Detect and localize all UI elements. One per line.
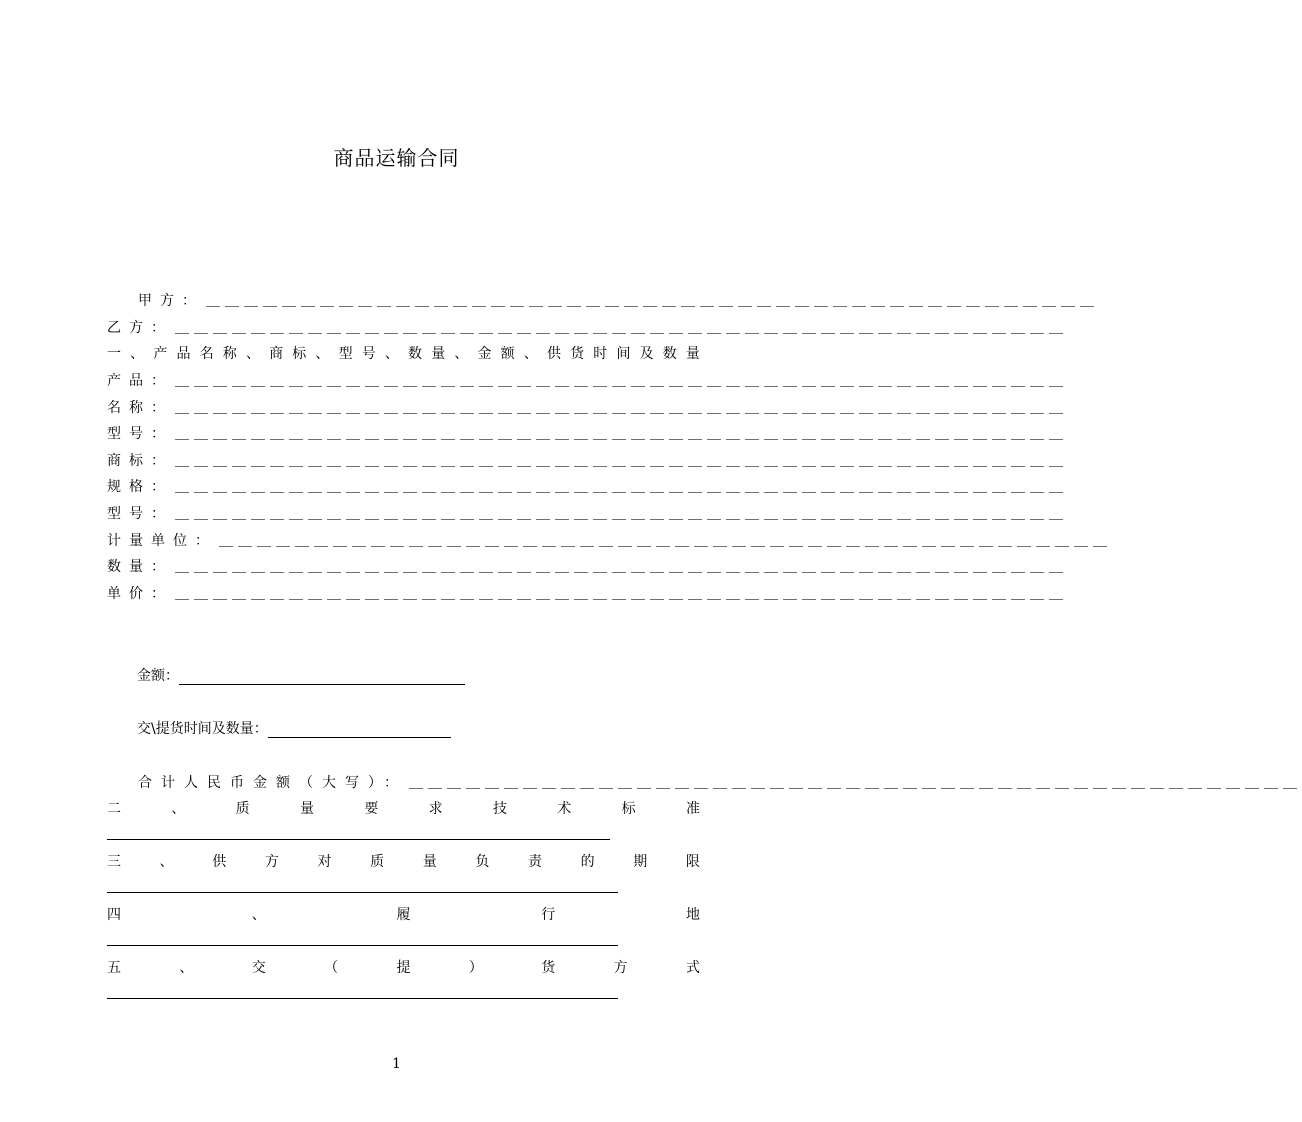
heading-char: 限 <box>685 854 700 870</box>
field-blank[interactable]: ＿＿＿＿＿＿＿＿＿＿＿＿＿＿＿＿＿＿＿＿＿＿＿＿＿＿＿＿＿＿＿＿＿＿＿＿＿＿＿＿＿＿＿＿＿＿＿ <box>175 453 1068 469</box>
section3-heading-text <box>107 851 700 871</box>
heading-char: 标 <box>292 346 307 362</box>
field-label: 商标： <box>107 453 173 469</box>
amount-label: 金额： <box>137 668 179 684</box>
heading-char: 五 <box>107 960 121 976</box>
field-row <box>107 529 1112 551</box>
page-number: 1 <box>392 1056 401 1072</box>
heading-char: 求 <box>428 801 443 817</box>
heading-char: 量 <box>685 346 700 362</box>
heading-char: 、 <box>245 346 260 362</box>
heading-char: 产 <box>153 346 168 362</box>
heading-char: 术 <box>557 801 572 817</box>
field-blank[interactable]: ＿＿＿＿＿＿＿＿＿＿＿＿＿＿＿＿＿＿＿＿＿＿＿＿＿＿＿＿＿＿＿＿＿＿＿＿＿＿＿＿＿＿＿＿＿＿＿ <box>175 559 1068 575</box>
heading-char: 质 <box>370 854 385 870</box>
field-blank[interactable]: ＿＿＿＿＿＿＿＿＿＿＿＿＿＿＿＿＿＿＿＿＿＿＿＿＿＿＿＿＿＿＿＿＿＿＿＿＿＿＿＿＿＿＿＿＿＿＿ <box>175 400 1068 416</box>
section5-blank-line[interactable] <box>107 998 618 999</box>
section5-heading-text <box>107 957 700 977</box>
heading-char: 品 <box>176 346 191 362</box>
total-rmb-row <box>138 771 1302 793</box>
heading-char: （ <box>324 960 339 976</box>
heading-char: 交 <box>251 960 266 976</box>
party-b-row <box>107 316 1068 338</box>
field-blank[interactable]: ＿＿＿＿＿＿＿＿＿＿＿＿＿＿＿＿＿＿＿＿＿＿＿＿＿＿＿＿＿＿＿＿＿＿＿＿＿＿＿＿＿＿＿＿＿＿＿ <box>175 426 1068 442</box>
section2-heading <box>107 797 702 819</box>
heading-char: 供 <box>546 346 561 362</box>
heading-char: 责 <box>528 854 542 870</box>
heading-char: 及 <box>639 346 654 362</box>
field-row <box>107 555 1068 577</box>
heading-char: 、 <box>251 907 266 923</box>
heading-char: 式 <box>686 960 700 976</box>
heading-char: 行 <box>541 907 556 923</box>
amount-blank[interactable] <box>179 670 465 685</box>
heading-char: 标 <box>621 801 636 817</box>
heading-char: 对 <box>317 854 332 870</box>
section2-heading-text <box>107 798 700 818</box>
field-blank[interactable]: ＿＿＿＿＿＿＿＿＿＿＿＿＿＿＿＿＿＿＿＿＿＿＿＿＿＿＿＿＿＿＿＿＿＿＿＿＿＿＿＿＿＿＿＿＿＿＿ <box>219 533 1112 549</box>
total-rmb-label: 合计人民币金额（大写）： <box>138 775 407 791</box>
heading-char: 、 <box>523 346 538 362</box>
section5-heading <box>107 956 702 978</box>
heading-char: 负 <box>475 854 490 870</box>
field-row <box>107 475 1068 497</box>
heading-char: 号 <box>361 346 376 362</box>
field-blank[interactable]: ＿＿＿＿＿＿＿＿＿＿＿＿＿＿＿＿＿＿＿＿＿＿＿＿＿＿＿＿＿＿＿＿＿＿＿＿＿＿＿＿＿＿＿＿＿＿＿ <box>175 373 1068 389</box>
heading-char: 、 <box>159 854 174 870</box>
heading-char: 额 <box>500 346 515 362</box>
field-blank[interactable]: ＿＿＿＿＿＿＿＿＿＿＿＿＿＿＿＿＿＿＿＿＿＿＿＿＿＿＿＿＿＿＿＿＿＿＿＿＿＿＿＿＿＿＿＿＿＿＿ <box>175 586 1068 602</box>
heading-char: 三 <box>107 854 121 870</box>
section4-heading-text <box>107 904 700 924</box>
heading-char: 方 <box>264 854 279 870</box>
field-label: 型号： <box>107 506 173 522</box>
heading-char: 期 <box>633 854 648 870</box>
section1-heading <box>107 342 702 364</box>
field-label: 数量： <box>107 559 173 575</box>
heading-char: 履 <box>396 907 411 923</box>
document-title: 商品运输合同 <box>333 146 460 170</box>
heading-char: 要 <box>364 801 379 817</box>
heading-char: 货 <box>541 960 556 976</box>
heading-char: 、 <box>179 960 194 976</box>
heading-char: 数 <box>408 346 423 362</box>
heading-char: 、 <box>454 346 469 362</box>
amount-row <box>137 665 465 685</box>
party-b-blank[interactable]: ＿＿＿＿＿＿＿＿＿＿＿＿＿＿＿＿＿＿＿＿＿＿＿＿＿＿＿＿＿＿＿＿＿＿＿＿＿＿＿＿＿＿＿＿＿＿＿ <box>175 320 1068 336</box>
field-row <box>107 582 1068 604</box>
field-label: 计量单位： <box>107 533 217 549</box>
heading-char: 、 <box>384 346 399 362</box>
delivery-blank[interactable] <box>268 723 451 738</box>
heading-char: 数 <box>662 346 677 362</box>
party-b-label: 乙方： <box>107 320 173 336</box>
heading-char: 、 <box>130 346 145 362</box>
section1-heading-text <box>107 343 700 363</box>
heading-char: 准 <box>685 801 700 817</box>
heading-char: 量 <box>422 854 437 870</box>
heading-char: 供 <box>212 854 227 870</box>
heading-char: 一 <box>107 346 121 362</box>
heading-char: 商 <box>269 346 284 362</box>
heading-char: 质 <box>235 801 250 817</box>
heading-char: 地 <box>686 907 700 923</box>
field-label: 产品： <box>107 373 173 389</box>
field-row <box>107 396 1068 418</box>
heading-char: 名 <box>199 346 214 362</box>
heading-char: 型 <box>338 346 353 362</box>
heading-char: 量 <box>431 346 446 362</box>
delivery-row <box>137 718 451 738</box>
heading-char: 二 <box>107 801 121 817</box>
delivery-label: 交\提货时间及数量： <box>137 721 268 737</box>
heading-char: 技 <box>492 801 507 817</box>
heading-char: 方 <box>613 960 628 976</box>
section3-blank-line[interactable] <box>107 892 618 893</box>
field-label: 型号： <box>107 426 173 442</box>
field-label: 单价： <box>107 586 173 602</box>
section3-heading <box>107 850 702 872</box>
field-label: 规格： <box>107 479 173 495</box>
heading-char: 金 <box>477 346 492 362</box>
field-label: 名称： <box>107 400 173 416</box>
heading-char: 的 <box>580 854 595 870</box>
field-row <box>107 449 1068 471</box>
heading-char: 称 <box>222 346 237 362</box>
field-row <box>107 422 1068 444</box>
field-blank[interactable]: ＿＿＿＿＿＿＿＿＿＿＿＿＿＿＿＿＿＿＿＿＿＿＿＿＿＿＿＿＿＿＿＿＿＿＿＿＿＿＿＿＿＿＿＿＿＿＿ <box>175 506 1068 522</box>
heading-char: ） <box>468 960 483 976</box>
field-row <box>107 502 1068 524</box>
heading-char: 量 <box>299 801 314 817</box>
party-a-label: 甲方： <box>138 293 204 309</box>
heading-char: 货 <box>570 346 585 362</box>
section4-blank-line[interactable] <box>107 945 618 946</box>
field-blank[interactable]: ＿＿＿＿＿＿＿＿＿＿＿＿＿＿＿＿＿＿＿＿＿＿＿＿＿＿＿＿＿＿＿＿＿＿＿＿＿＿＿＿＿＿＿＿＿＿＿ <box>175 479 1068 495</box>
party-a-row <box>138 289 1099 311</box>
heading-char: 四 <box>107 907 121 923</box>
heading-char: 、 <box>315 346 330 362</box>
heading-char: 间 <box>616 346 631 362</box>
heading-char: 提 <box>396 960 411 976</box>
heading-char: 时 <box>593 346 608 362</box>
field-row <box>107 369 1068 391</box>
total-rmb-blank[interactable]: ＿＿＿＿＿＿＿＿＿＿＿＿＿＿＿＿＿＿＿＿＿＿＿＿＿＿＿＿＿＿＿＿＿＿＿＿＿＿＿＿＿＿＿＿＿＿＿ <box>409 775 1302 791</box>
section4-heading <box>107 903 702 925</box>
heading-char: 、 <box>171 801 186 817</box>
party-a-blank[interactable]: ＿＿＿＿＿＿＿＿＿＿＿＿＿＿＿＿＿＿＿＿＿＿＿＿＿＿＿＿＿＿＿＿＿＿＿＿＿＿＿＿＿＿＿＿＿＿＿ <box>206 293 1099 309</box>
section2-blank-line[interactable] <box>107 839 610 840</box>
